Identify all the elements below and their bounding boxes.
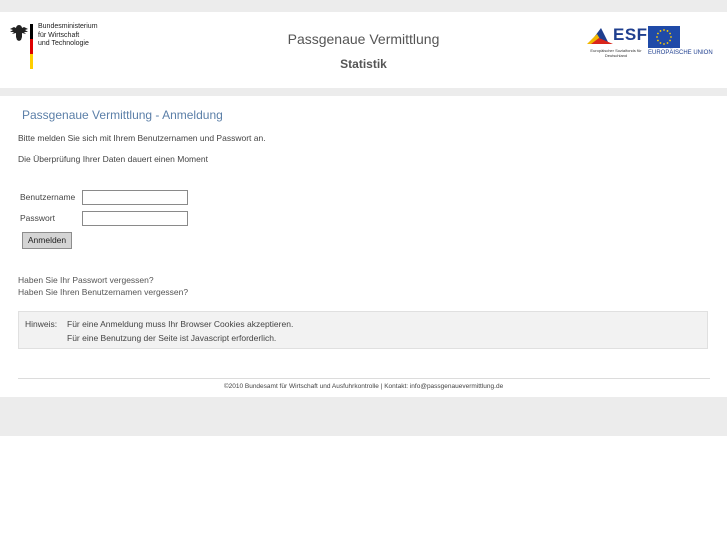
eu-star (669, 33, 671, 35)
notice-box (18, 311, 708, 349)
eu-star (670, 36, 672, 38)
esf-swoosh-icon (587, 26, 613, 46)
eu-caption: EUROPÄISCHE UNION (648, 50, 713, 56)
eu-flag-icon (648, 26, 680, 48)
intro-text: Bitte melden Sie sich mit Ihrem Benutzernamen und Passwort an. (18, 133, 266, 143)
notice-cookies: Für eine Anmeldung muss Ihr Browser Cookies akzeptieren. (67, 319, 294, 329)
site-title: Passgenaue Vermittlung (287, 31, 440, 47)
password-label: Passwort (20, 213, 55, 223)
eu-star (663, 43, 665, 45)
eu-star (660, 42, 662, 44)
intro-text-2: Die Überprüfung Ihrer Daten dauert einen Moment (18, 154, 208, 164)
footer-copyright: ©2010 Bundesamt für Wirtschaft und Ausfuhrkontrolle | Kontakt: info@passgenauevermittlung.de (223, 383, 504, 390)
eu-star (660, 30, 662, 32)
eu-star (657, 40, 659, 42)
forgot-username-link[interactable]: Haben Sie Ihren Benutzernamen vergessen? (18, 287, 189, 297)
site-subtitle: Statistik (340, 57, 387, 71)
eu-star (667, 30, 669, 32)
eu-star (663, 29, 665, 31)
notice-label: Hinweis: (25, 319, 58, 329)
forgot-password-link[interactable]: Haben Sie Ihr Passwort vergessen? (18, 275, 154, 285)
password-input[interactable] (82, 211, 188, 226)
eu-star (667, 42, 669, 44)
footer-divider (18, 378, 710, 379)
eu-star (669, 40, 671, 42)
notice-javascript: Für eine Benutzung der Seite ist Javascript erforderlich. (67, 333, 277, 343)
username-label: Benutzername (20, 192, 76, 202)
page-title: Passgenaue Vermittlung - Anmeldung (22, 108, 223, 122)
bottom-band (0, 397, 727, 436)
eu-star (657, 33, 659, 35)
header-band (0, 88, 727, 96)
esf-caption: Europäischer Sozialfonds für Deutschland (590, 48, 642, 58)
esf-eu-logos (587, 24, 717, 70)
login-button[interactable]: Anmelden (22, 232, 72, 249)
header (0, 12, 727, 88)
esf-logo-text: ESF (613, 25, 648, 44)
ministry-name: Bundesministerium für Wirtschaft und Technologie (38, 23, 98, 47)
eu-star (656, 36, 658, 38)
top-strip (0, 0, 727, 12)
username-input[interactable] (82, 190, 188, 205)
